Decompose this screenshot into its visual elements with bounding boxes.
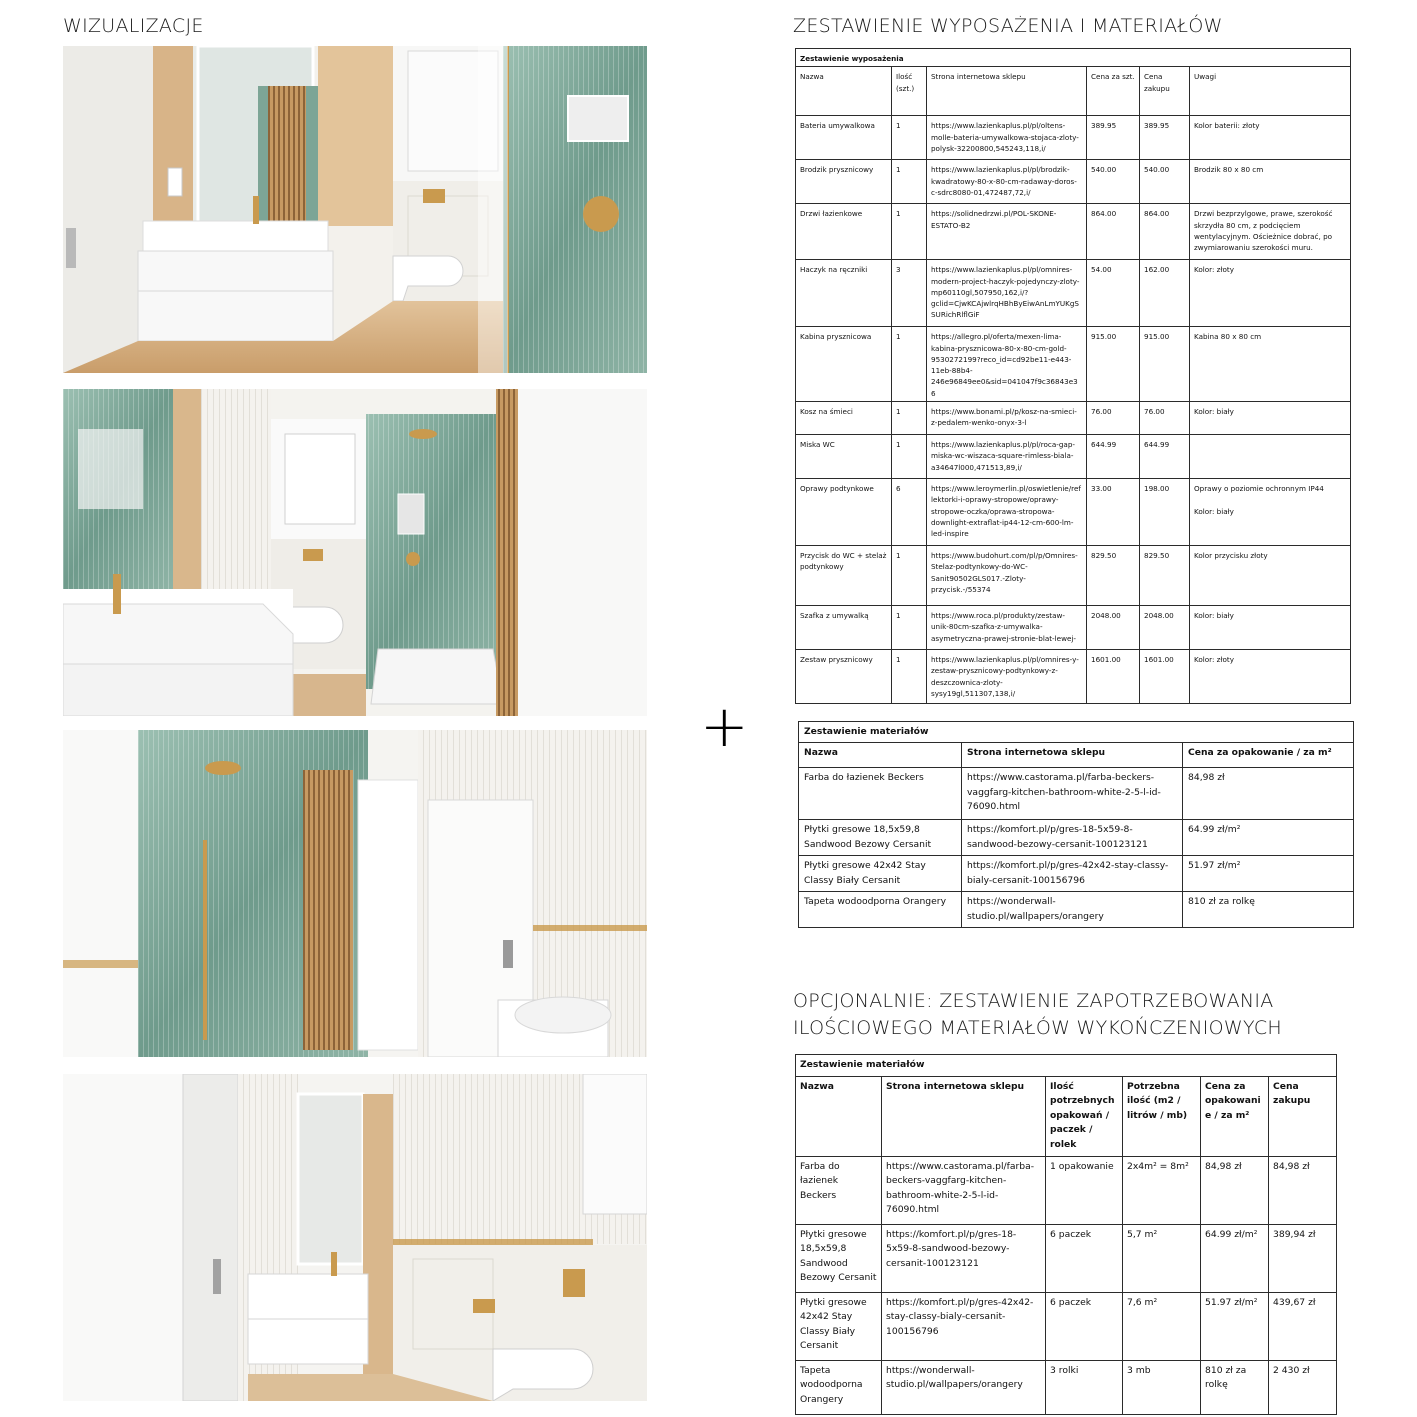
opt-header-cell: Ilość potrzebnych opakowań / paczek / rolek [1046,1076,1123,1156]
table-cell: Oprawy podtynkowe [796,479,892,546]
table-cell: https://www.roca.pl/produkty/zestaw-unik-80cm-szafka-z-umywalka-asymetryczna-prawej-stronie-blat-lewej- [927,606,1087,650]
table-cell: 84,98 zł [1269,1156,1337,1224]
table-cell: 1601.00 [1140,650,1190,704]
mat-header-cell: Strona internetowa sklepu [962,743,1183,768]
table-row [796,1360,1337,1414]
table-cell: 389.95 [1087,116,1140,160]
optional-heading-line1: OPCJONALNIE: ZESTAWIENIE ZAPOTRZEBOWANIA [793,990,1274,1012]
equipment-heading: ZESTAWIENIE WYPOSAŻENIA I MATERIAŁÓW [793,15,1223,37]
table-cell: 540.00 [1140,160,1190,204]
table-cell: 915.00 [1087,327,1140,402]
mat-header-cell: Nazwa [799,743,962,768]
table-cell: https://www.budohurt.com/pl/p/Omnires-Stelaz-podtynkowy-do-WC-Sanit90502GLS017.-Zloty-przycisk.-/55374 [927,546,1087,606]
table-cell: 3 [892,260,927,327]
table-cell: 3 mb [1123,1360,1201,1414]
table-cell: Brodzik 80 x 80 cm [1190,160,1351,204]
table-cell: 76.00 [1087,402,1140,435]
table-row [796,204,1351,260]
table-cell: Drzwi łazienkowe [796,204,892,260]
table-cell: 389.95 [1140,116,1190,160]
table-cell: https://komfort.pl/p/gres-18-5x59-8-sandwood-bezowy-cersanit-100123121 [962,820,1183,856]
table-row [796,650,1351,704]
table-cell: 51.97 zł/m² [1183,856,1354,892]
table-cell: Tapeta wodoodporna Orangery [796,1360,882,1414]
table-cell: 1 [892,546,927,606]
bathroom-render-1 [63,46,647,373]
table-cell: 7,6 m² [1123,1292,1201,1360]
table-cell: 84,98 zł [1183,768,1354,820]
table-cell: https://www.castorama.pl/farba-beckers-vaggfarg-kitchen-bathroom-white-2-5-l-id-76090.html [962,768,1183,820]
bathroom-render-3 [63,730,647,1057]
table-cell: https://www.lazienkaplus.pl/pl/oltens-molle-bateria-umywalkowa-stojaca-zloty-polysk-32200800,545243,118,i/ [927,116,1087,160]
table-row [796,260,1351,327]
table-cell: 864.00 [1087,204,1140,260]
table-cell: 389,94 zł [1269,1224,1337,1292]
table-cell: 1 [892,204,927,260]
table-cell: 162.00 [1140,260,1190,327]
equipment-table-caption: Zestawienie wyposażenia [796,49,1351,67]
table-cell: https://komfort.pl/p/gres-42x42-stay-classy-bialy-cersanit-100156796 [882,1292,1046,1360]
equip-header-cell: Ilość (szt.) [892,67,927,116]
opt-header-cell: Cena za opakowanie / za m² [1201,1076,1269,1156]
equip-header-cell: Strona internetowa sklepu [927,67,1087,116]
table-cell: Płytki gresowe 42x42 Stay Classy Biały Cersanit [799,856,962,892]
visualizations-heading: WIZUALIZACJE [63,15,204,37]
table-cell: 51.97 zł/m² [1201,1292,1269,1360]
table-cell: Kosz na śmieci [796,402,892,435]
table-cell: Zestaw prysznicowy [796,650,892,704]
table-cell: Szafka z umywalką [796,606,892,650]
bathroom-render-2 [63,389,647,716]
opt-header-cell: Cena zakupu [1269,1076,1337,1156]
materials-table [798,721,1354,928]
table-row [799,768,1354,820]
equip-header-cell: Uwagi [1190,67,1351,116]
bathroom-render-4 [63,1074,647,1401]
table-cell: Haczyk na ręczniki [796,260,892,327]
table-cell: Przycisk do WC + stelaż podtynkowy [796,546,892,606]
table-row [796,1156,1337,1224]
table-row [796,1292,1337,1360]
optional-materials-table [795,1054,1337,1415]
table-row [796,546,1351,606]
table-cell: 6 [892,479,927,546]
opt-header-cell: Potrzebna ilość (m2 / litrów / mb) [1123,1076,1201,1156]
table-cell: Kolor przycisku złoty [1190,546,1351,606]
table-cell: 1 [892,435,927,479]
table-cell: 5,7 m² [1123,1224,1201,1292]
table-cell: 84,98 zł [1201,1156,1269,1224]
table-cell: Płytki gresowe 18,5x59,8 Sandwood Bezowy Cersanit [799,820,962,856]
equip-header-cell: Cena zakupu [1140,67,1190,116]
equip-header-cell: Nazwa [796,67,892,116]
table-cell: Kolor: złoty [1190,650,1351,704]
table-row [799,820,1354,856]
table-cell: 6 paczek [1046,1224,1123,1292]
table-cell: https://www.lazienkaplus.pl/pl/brodzik-kwadratowy-80-x-80-cm-radaway-doros-c-sdrc8080-01,472487,72,i/ [927,160,1087,204]
optional-heading-line2: ILOŚCIOWEGO MATERIAŁÓW WYKOŃCZENIOWYCH [793,1017,1282,1039]
table-cell: Kabina prysznicowa [796,327,892,402]
table-cell: https://www.lazienkaplus.pl/pl/roca-gap-miska-wc-wiszaca-square-rimless-biala-a34647l000,471513,89,i/ [927,435,1087,479]
table-cell: Miska WC [796,435,892,479]
table-cell: Drzwi bezprzylgowe, prawe, szerokość skrzydła 80 cm, z podcięciem wentylacyjnym. Ościeżnice dobrać, po zwymiarowaniu szerokości muru. [1190,204,1351,260]
table-cell: 810 zł za rolkę [1183,892,1354,928]
table-row [799,856,1354,892]
table-cell: 1 [892,650,927,704]
table-cell: 644.99 [1087,435,1140,479]
table-cell: 644.99 [1140,435,1190,479]
table-cell: 198.00 [1140,479,1190,546]
table-cell: https://www.leroymerlin.pl/oswietlenie/reflektorki-i-oprawy-stropowe/oprawy-stropowe-oczka/oprawa-stropowa-downlight-extraflat-ip44-12-cm-600-lm-led-inspire [927,479,1087,546]
table-cell: Kolor: biały [1190,402,1351,435]
table-cell: https://komfort.pl/p/gres-42x42-stay-classy-bialy-cersanit-100156796 [962,856,1183,892]
table-row [796,116,1351,160]
table-cell: 1 [892,402,927,435]
table-cell [1190,435,1351,479]
table-cell: Farba do łazienek Beckers [799,768,962,820]
table-cell: Kabina 80 x 80 cm [1190,327,1351,402]
table-cell: https://www.bonami.pl/p/kosz-na-smieci-z-pedalem-wenko-onyx-3-l [927,402,1087,435]
table-cell: 54.00 [1087,260,1140,327]
table-cell: 2048.00 [1140,606,1190,650]
table-cell: 2048.00 [1087,606,1140,650]
plus-sign: + [700,692,749,760]
equip-header-cell: Cena za szt. [1087,67,1140,116]
table-cell: Oprawy o poziomie ochronnym IP44 Kolor: biały [1190,479,1351,546]
table-cell: 1 [892,160,927,204]
table-cell: 1 [892,327,927,402]
table-cell: 540.00 [1087,160,1140,204]
table-row [796,435,1351,479]
table-cell: 1 [892,116,927,160]
table-cell: 1 [892,606,927,650]
equipment-table [795,48,1351,704]
table-cell: 864.00 [1140,204,1190,260]
table-cell: 76.00 [1140,402,1190,435]
table-cell: Płytki gresowe 42x42 Stay Classy Biały Cersanit [796,1292,882,1360]
table-cell: https://wonderwall-studio.pl/wallpapers/orangery [962,892,1183,928]
table-cell: 3 rolki [1046,1360,1123,1414]
table-cell: 915.00 [1140,327,1190,402]
table-cell: https://www.castorama.pl/farba-beckers-vaggfarg-kitchen-bathroom-white-2-5-l-id-76090.html [882,1156,1046,1224]
opt-header-cell: Strona internetowa sklepu [882,1076,1046,1156]
table-cell: Kolor: biały [1190,606,1351,650]
table-cell: https://www.lazienkaplus.pl/pl/omnires-y-zestaw-prysznicowy-podtynkowy-z-deszczownica-zloty-sysy19gl,511307,138,i/ [927,650,1087,704]
optional-table-caption: Zestawienie materiałów [796,1055,1337,1077]
table-cell: 64.99 zł/m² [1201,1224,1269,1292]
table-cell: https://wonderwall-studio.pl/wallpapers/orangery [882,1360,1046,1414]
table-row [796,606,1351,650]
table-cell: https://www.lazienkaplus.pl/pl/omnires-modern-project-haczyk-pojedynczy-zloty-mp60110gl,507950,162,i/?gclid=CjwKCAjwlrqHBhByEiwAnLmYUKgSSURichRlflGiF [927,260,1087,327]
table-cell: https://komfort.pl/p/gres-18-5x59-8-sandwood-bezowy-cersanit-100123121 [882,1224,1046,1292]
table-cell: 2 430 zł [1269,1360,1337,1414]
table-cell: 33.00 [1087,479,1140,546]
table-row [796,479,1351,546]
materials-table-caption: Zestawienie materiałów [799,722,1354,743]
table-cell: 2x4m² = 8m² [1123,1156,1201,1224]
table-cell: 1601.00 [1087,650,1140,704]
table-cell: 829.50 [1087,546,1140,606]
opt-header-cell: Nazwa [796,1076,882,1156]
table-cell: Brodzik prysznicowy [796,160,892,204]
table-cell: 6 paczek [1046,1292,1123,1360]
table-cell: Tapeta wodoodporna Orangery [799,892,962,928]
table-row [796,160,1351,204]
table-cell: https://solidnedrzwi.pl/POL-SKONE-ESTATO-B2 [927,204,1087,260]
mat-header-cell: Cena za opakowanie / za m² [1183,743,1354,768]
table-cell: Płytki gresowe 18,5x59,8 Sandwood Bezowy Cersanit [796,1224,882,1292]
table-cell: https://allegro.pl/oferta/mexen-lima-kabina-prysznicowa-80-x-80-cm-gold-9530272199?reco_id=cd92be11-e443-11eb-88b4-246e96849ee0&sid=041047f9c36843e36 [927,327,1087,402]
table-cell: Farba do łazienek Beckers [796,1156,882,1224]
table-cell: 64.99 zł/m² [1183,820,1354,856]
table-cell: Kolor: złoty [1190,260,1351,327]
table-row [796,1224,1337,1292]
table-cell: Kolor baterii: złoty [1190,116,1351,160]
table-cell: Bateria umywalkowa [796,116,892,160]
table-cell: 439,67 zł [1269,1292,1337,1360]
table-cell: 1 opakowanie [1046,1156,1123,1224]
table-row [799,892,1354,928]
table-cell: 810 zł za rolkę [1201,1360,1269,1414]
table-cell: 829.50 [1140,546,1190,606]
table-row [796,402,1351,435]
table-row [796,327,1351,402]
